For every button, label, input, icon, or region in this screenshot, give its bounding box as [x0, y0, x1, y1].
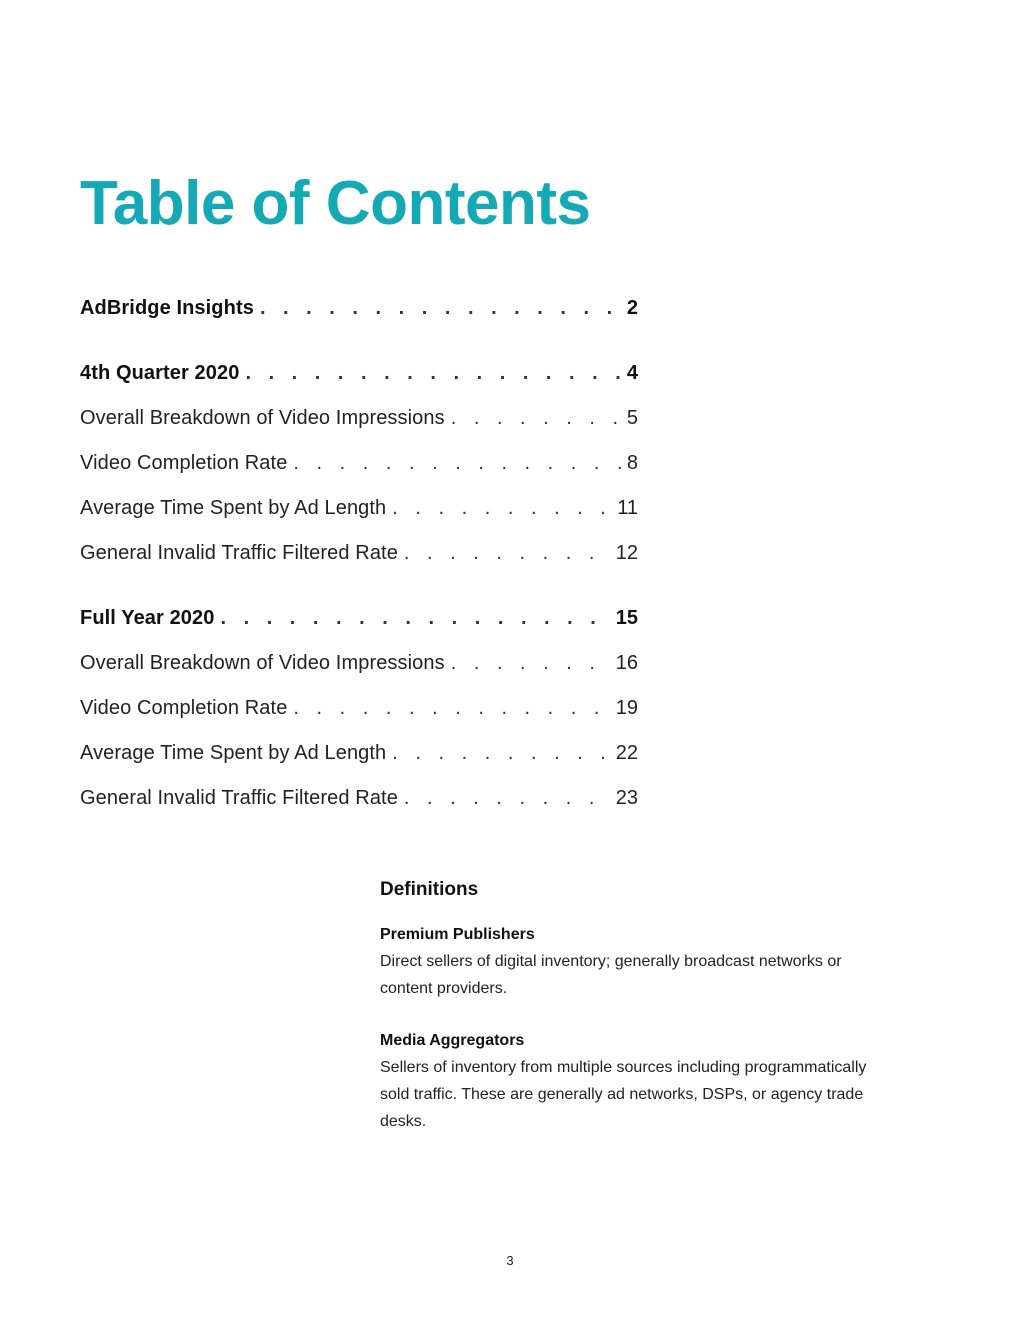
toc-dot-leader	[392, 490, 611, 526]
page-number: 3	[506, 1253, 514, 1268]
page-title: Table of Contents	[80, 169, 591, 238]
toc-entry-page: 15	[615, 607, 638, 629]
toc-entry-page: 5	[626, 407, 638, 429]
toc-entry-page: 19	[615, 697, 638, 719]
toc-entry-label: Full Year 2020	[80, 607, 215, 629]
toc-entry-page: 12	[615, 542, 638, 564]
toc-entry-q4-time-spent[interactable]	[80, 490, 638, 535]
toc-entry-q4-invalid-traffic[interactable]	[80, 535, 638, 580]
toc-entry-fy-completion-rate[interactable]	[80, 690, 638, 735]
toc-entry-label: Average Time Spent by Ad Length	[80, 497, 387, 519]
toc-entry-full-year-2020[interactable]	[80, 600, 638, 645]
toc-entry-page: 2	[626, 297, 638, 319]
toc-entry-label: Average Time Spent by Ad Length	[80, 742, 387, 764]
toc-entry-label: Video Completion Rate	[80, 697, 288, 719]
toc-dot-leader	[392, 735, 609, 771]
toc-entry-adbridge-insights[interactable]	[80, 290, 638, 335]
definition-text: Direct sellers of digital inventory; generally broadcast networks or content providers.	[380, 953, 842, 997]
toc-entry-page: 16	[615, 652, 638, 674]
toc-entry-page: 23	[615, 787, 638, 809]
toc-entry-fy-time-spent[interactable]	[80, 735, 638, 780]
toc-entry-label: AdBridge Insights	[80, 297, 254, 319]
toc-entry-page: 22	[615, 742, 638, 764]
toc-dot-leader	[293, 445, 620, 481]
toc-entry-label: Video Completion Rate	[80, 452, 288, 474]
definitions-section	[380, 876, 880, 1161]
definition-term: Premium Publishers	[380, 926, 535, 943]
toc-entry-label: Overall Breakdown of Video Impressions	[80, 407, 445, 429]
toc-entry-page: 4	[626, 362, 638, 384]
definition-text: Sellers of inventory from multiple sources including programmatically sold traffic. These are generally ad networks, DSPs, or agency trade desks.	[380, 1059, 867, 1130]
toc-entry-fy-invalid-traffic[interactable]	[80, 780, 638, 825]
toc-dot-leader	[404, 780, 610, 816]
table-of-contents	[80, 290, 638, 825]
toc-dot-leader	[451, 400, 621, 436]
toc-entry-page: 8	[626, 452, 638, 474]
toc-entry-label: Overall Breakdown of Video Impressions	[80, 652, 445, 674]
toc-dot-leader	[220, 600, 609, 636]
toc-dot-leader	[293, 690, 609, 726]
toc-entry-label: General Invalid Traffic Filtered Rate	[80, 542, 398, 564]
toc-dot-leader	[451, 645, 610, 681]
toc-entry-page: 11	[617, 497, 638, 519]
toc-dot-leader	[245, 355, 620, 391]
toc-dot-leader	[404, 535, 610, 571]
toc-entry-q4-completion-rate[interactable]	[80, 445, 638, 490]
toc-dot-leader	[260, 290, 621, 326]
toc-entry-4th-quarter-2020[interactable]	[80, 355, 638, 400]
definition-term: Media Aggregators	[380, 1032, 525, 1049]
toc-entry-q4-video-impressions[interactable]	[80, 400, 638, 445]
toc-entry-label: 4th Quarter 2020	[80, 362, 240, 384]
definitions-heading: Definitions	[380, 879, 479, 900]
toc-entry-fy-video-impressions[interactable]	[80, 645, 638, 690]
toc-entry-label: General Invalid Traffic Filtered Rate	[80, 787, 398, 809]
